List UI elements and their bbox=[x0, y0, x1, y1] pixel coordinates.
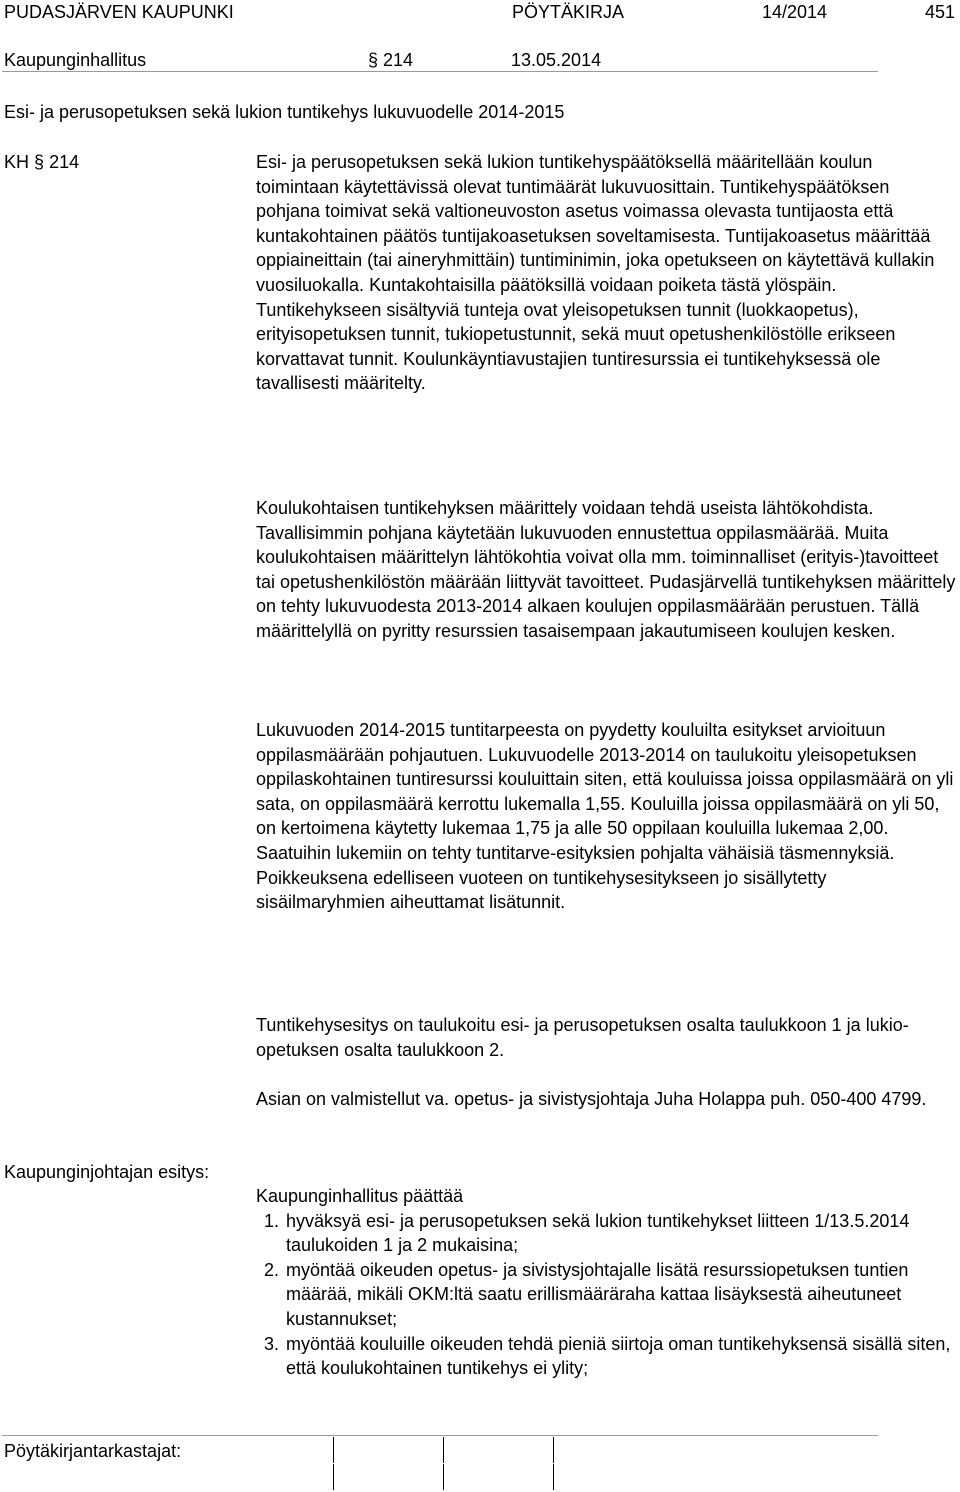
page-number: 451 bbox=[925, 2, 956, 22]
signature-separator bbox=[333, 1437, 334, 1463]
signature-separator bbox=[553, 1437, 554, 1463]
section-reference bbox=[368, 48, 413, 72]
paragraph-2: Koulukohtaisen tuntikehyksen määrittely voidaan tehdä useista lähtökohdista. Tavallisimmin pohjana käytetään lukuvuoden ennustettua oppilasmäärää. Muita koulukohtaisen määrittelyn lähtökohtia voivat olla mm. toiminnalliset (erityis-)tavoitteet tai opetushenkilöstön määrään liittyvät tavoitteet. Pudasjärvellä tuntikehyksen määrittely on tehty lukuvuodesta 2013-2014 alkaen koulujen oppilasmäärään perustuen. Tällä määrittelyllä on pyritty resurssien tasaisempaan jakautumiseen koulujen kesken. bbox=[256, 498, 956, 641]
signature-separator bbox=[443, 1464, 444, 1490]
section-number: 214 bbox=[383, 50, 414, 70]
paragraph-5: Asian on valmistellut va. opetus- ja sivistysjohtaja Juha Holappa puh. 050-400 4799. bbox=[256, 1089, 927, 1109]
item-section-symbol: § bbox=[34, 152, 45, 172]
proposal-block bbox=[256, 1184, 956, 1381]
paragraph-3: Lukuvuoden 2014-2015 tuntitarpeesta on pyydetty kouluilta esitykset arvioituun oppilasmäärään pohjautuen. Lukuvuodelle 2013-2014 on taulukoitu yleisopetuksen oppilaskohtainen tuntiresurssi kouluittain siten, että kouluissa joissa oppilasmäärä on yli sata, on oppilasmäärä kerrottu lukemalla 1,55. Kouluilla joissa oppilasmäärä on yli 50, on kertoimena käytetty lukemaa 1,75 ja alle 50 oppilaan kouluilla lukemaa 2,00. Saatuihin lukemiin on tehty tuntitarve-esityksien pohjalta vähäisiä täsmennyksiä. Poikkeuksena edelliseen vuoteen on tuntikehysesitykseen jo sisällytetty sisäilmaryhmien aiheuttamat lisätunnit. bbox=[256, 720, 954, 913]
paragraph-1: Esi- ja perusopetuksen sekä lukion tuntikehyspäätöksellä määritellään koulun toimintaan käytettävissä olevat tuntimäärät lukuvuosittain. Tuntikehyspäätöksen pohjana toimivat sekä valtioneuvoston asetus voimassa olevasta tuntijaosta että kuntakohtainen päätös tuntijakoasetuksen soveltamisesta. Tuntijakoasetus määrittää oppiaineittain (tai aineryhmittäin) tuntiminimin, joka opetukseen on käytettävä kullakin vuosiluokalla. Kuntakohtaisilla päätöksillä voidaan poiketa tästä ylöspäin. Tuntikehykseen sisältyviä tunteja ovat yleisopetuksen tunnit (luokkaopetus), erityisopetuksen tunnit, tukiopetustunnit, sekä muut opetushenkilöstölle erikseen korvattavat tunnit. Koulunkäyntiavustajien tuntiresurssia ei tuntikehyksessä ole tavallisesti määritelty. bbox=[256, 152, 935, 394]
item-prefix: KH bbox=[4, 152, 30, 172]
proposal-item: 1. hyväksyä esi- ja perusopetuksen sekä lukion tuntikehykset liitteen 1/13.5.2014 taulukoiden 1 ja 2 mukaisina; bbox=[284, 1209, 956, 1258]
reviewers-label: Pöytäkirjantarkastajat: bbox=[4, 1441, 182, 1461]
signature-separator bbox=[443, 1437, 444, 1463]
header-divider bbox=[2, 71, 878, 72]
document-type: PÖYTÄKIRJA bbox=[512, 2, 625, 22]
proposal-item: 3. myöntää kouluille oikeuden tehdä pieniä siirtoja oman tuntikehyksensä sisällä siten, että koulukohtainen tuntikehys ei ylity; bbox=[284, 1332, 956, 1381]
paragraph-4: Tuntikehysesitys on taulukoitu esi- ja perusopetuksen osalta taulukkoon 1 ja lukio-opetuksen osalta taulukkoon 2. bbox=[256, 1015, 909, 1060]
document-number: 14/2014 bbox=[762, 2, 828, 22]
organization-name: PUDASJÄRVEN KAUPUNKI bbox=[4, 2, 234, 22]
proposal-label: Kaupunginjohtajan esitys: bbox=[4, 1162, 210, 1182]
item-reference bbox=[4, 150, 79, 174]
proposal-intro: Kaupunginhallitus päättää bbox=[256, 1186, 464, 1206]
proposal-list bbox=[256, 1209, 956, 1381]
meeting-date: 13.05.2014 bbox=[511, 50, 602, 70]
item-title: Esi- ja perusopetuksen sekä lukion tuntikehys lukuvuodelle 2014-2015 bbox=[4, 102, 565, 122]
signature-separator bbox=[553, 1464, 554, 1490]
section-symbol: § bbox=[368, 50, 379, 70]
footer-divider bbox=[2, 1435, 878, 1436]
signature-separator bbox=[333, 1464, 334, 1490]
meeting-body: Kaupunginhallitus bbox=[4, 50, 147, 70]
item-number: 214 bbox=[49, 152, 80, 172]
proposal-item: 2. myöntää oikeuden opetus- ja sivistysjohtajalle lisätä resurssiopetuksen tuntien määrää, mikäli OKM:ltä saatu erillismääräraha kattaa lisäyksestä aiheutuneet kustannukset; bbox=[284, 1258, 956, 1332]
